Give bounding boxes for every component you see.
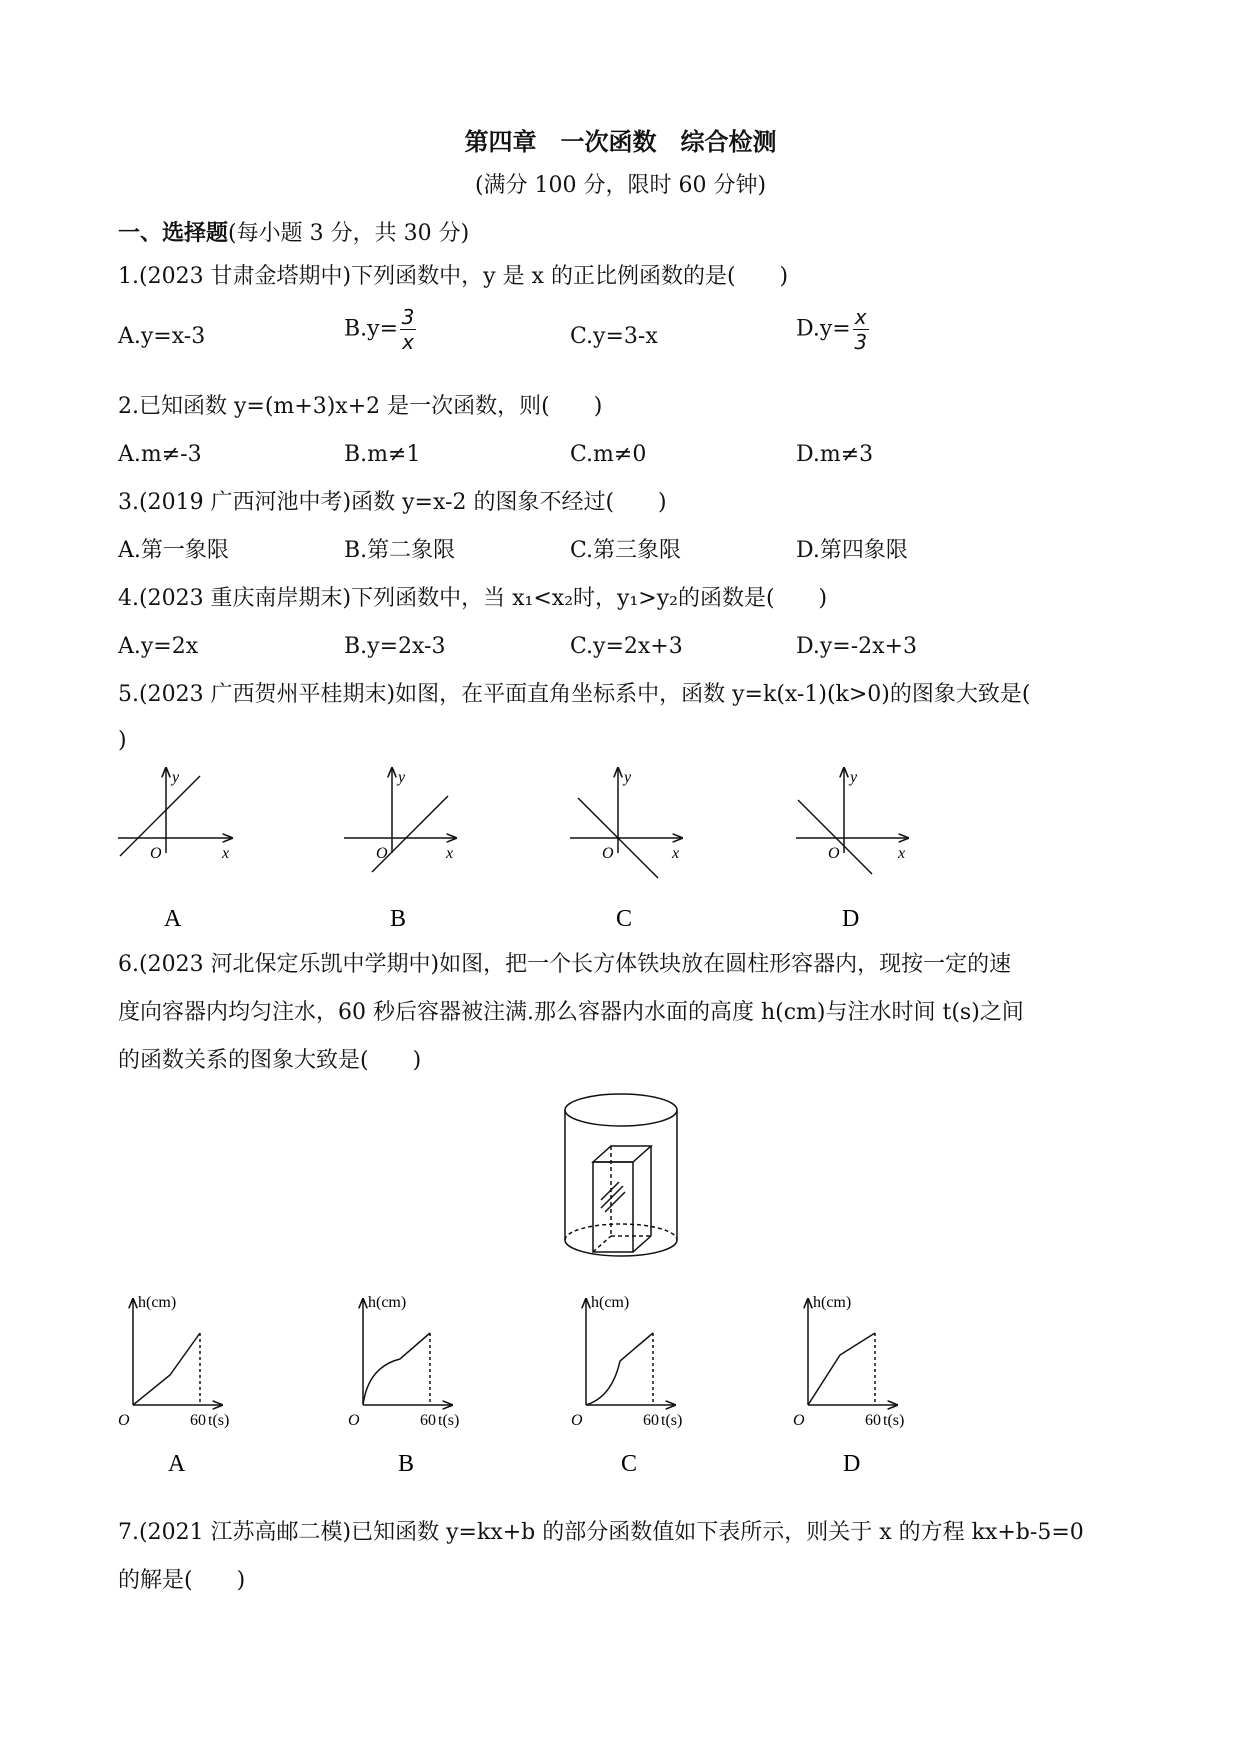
q6-graph-b <box>363 1299 452 1405</box>
q2-stem: 2.已知函数 y=(m+3)x+2 是一次函数，则( ) <box>118 394 603 419</box>
q6-a-x-label: t(s) <box>208 1412 230 1429</box>
q6-figures <box>0 1285 1241 1485</box>
q1-option-b-numerator: 3 <box>401 305 415 329</box>
q6-graph-c <box>586 1299 675 1405</box>
q4-option-d: D.y=-2x+3 <box>796 634 917 659</box>
q6-c-x-label: t(s) <box>661 1412 683 1429</box>
q6-c-y-label: h(cm) <box>591 1294 630 1311</box>
q5-label-b: B <box>390 906 407 932</box>
q5-c-x-label: x <box>672 845 680 862</box>
q6-c-origin: O <box>571 1412 583 1429</box>
q2-option-a: A.m≠-3 <box>118 442 202 467</box>
q5-b-origin: O <box>376 845 388 862</box>
q4-stem: 4.(2023 重庆南岸期末)下列函数中，当 x₁<x₂时，y₁>y₂的函数是( ) <box>118 586 828 611</box>
q6-c-tick: 60 <box>643 1412 659 1429</box>
q7-stem-line2: 的解是( ) <box>118 1568 246 1593</box>
q3-option-d: D.第四象限 <box>796 538 908 563</box>
q6-d-y-label: h(cm) <box>813 1294 852 1311</box>
q2-option-b: B.m≠1 <box>344 442 421 467</box>
q1-option-b-denominator: x <box>402 330 414 354</box>
q6-stem-line3: 的函数关系的图象大致是( ) <box>118 1048 422 1073</box>
q3-option-c: C.第三象限 <box>570 538 682 563</box>
q5-figures <box>0 760 1241 940</box>
q5-b-y-label: y <box>398 769 406 786</box>
q1-option-d <box>796 305 869 354</box>
q6-label-b: B <box>398 1451 415 1477</box>
q2-option-c: C.m≠0 <box>570 442 647 467</box>
q6-stem-line2: 度向容器内均匀注水，60 秒后容器被注满.那么容器内水面的高度 h(cm)与注水时间 t(s)之间 <box>118 1000 1024 1025</box>
q6-graph-a <box>133 1299 222 1405</box>
q6-b-tick: 60 <box>420 1412 436 1429</box>
q3-stem: 3.(2019 广西河池中考)函数 y=x-2 的图象不经过( ) <box>118 490 667 515</box>
q5-label-d: D <box>842 906 860 932</box>
q4-option-c: C.y=2x+3 <box>570 634 683 659</box>
q5-b-x-label: x <box>446 845 454 862</box>
q1-option-b-fraction <box>400 305 416 354</box>
q5-label-a: A <box>164 906 182 932</box>
q1-option-b-prefix: B.y= <box>344 316 399 342</box>
q2-option-d: D.m≠3 <box>796 442 874 467</box>
q3-option-a: A.第一象限 <box>118 538 229 563</box>
q6-a-y-label: h(cm) <box>138 1294 177 1311</box>
q5-a-origin: O <box>150 845 162 862</box>
q5-a-x-label: x <box>222 845 230 862</box>
q6-container-figure <box>555 1090 695 1290</box>
q5-c-y-label: y <box>624 769 632 786</box>
section-heading <box>118 218 469 249</box>
q1-option-d-prefix: D.y= <box>796 316 851 342</box>
page-subtitle: (满分 100 分，限时 60 分钟) <box>474 173 767 198</box>
q6-d-tick: 60 <box>865 1412 881 1429</box>
q1-option-a: A.y=x-3 <box>118 324 206 349</box>
q5-stem: 5.(2023 广西贺州平桂期末)如图，在平面直角坐标系中，函数 y=k(x-1)(k>0)的图象大致是( <box>118 682 1031 707</box>
q1-option-c: C.y=3-x <box>570 324 658 349</box>
q6-b-y-label: h(cm) <box>368 1294 407 1311</box>
q1-option-d-fraction <box>853 305 869 354</box>
q6-stem-line1: 6.(2023 河北保定乐凯中学期中)如图，把一个长方体铁块放在圆柱形容器内，现按一定的速 <box>118 952 1012 977</box>
page-title: 第四章 一次函数 综合检测 <box>464 127 777 156</box>
q5-a-y-label: y <box>172 769 180 786</box>
q1-option-d-numerator: x <box>854 305 867 329</box>
q7-stem-line1: 7.(2021 江苏高邮二模)已知函数 y=kx+b 的部分函数值如下表所示，则关于 x 的方程 kx+b-5=0 <box>118 1520 1084 1545</box>
q6-a-tick: 60 <box>190 1412 206 1429</box>
q6-b-x-label: t(s) <box>438 1412 460 1429</box>
q5-stem-end: ) <box>118 728 127 753</box>
q3-option-b: B.第二象限 <box>344 538 456 563</box>
q5-d-x-label: x <box>898 845 906 862</box>
q6-a-origin: O <box>118 1412 130 1429</box>
q6-b-origin: O <box>348 1412 360 1429</box>
q1-stem: 1.(2023 甘肃金塔期中)下列函数中，y 是 x 的正比例函数的是( ) <box>118 264 789 289</box>
q1-option-b <box>344 305 416 354</box>
q6-label-a: A <box>168 1451 186 1477</box>
q5-c-origin: O <box>602 845 614 862</box>
q4-option-a: A.y=2x <box>118 634 199 659</box>
q5-label-c: C <box>616 906 633 932</box>
q6-graph-d <box>808 1299 897 1405</box>
q6-label-d: D <box>843 1451 861 1477</box>
section-heading-label: 一、选择题 <box>118 220 229 246</box>
q6-label-c: C <box>621 1451 638 1477</box>
q6-d-origin: O <box>793 1412 805 1429</box>
q6-d-x-label: t(s) <box>883 1412 905 1429</box>
q1-option-d-denominator: 3 <box>854 330 868 354</box>
q5-d-y-label: y <box>850 769 858 786</box>
q4-option-b: B.y=2x-3 <box>344 634 446 659</box>
q5-d-origin: O <box>828 845 840 862</box>
section-heading-note: (每小题 3 分，共 30 分) <box>228 221 470 246</box>
